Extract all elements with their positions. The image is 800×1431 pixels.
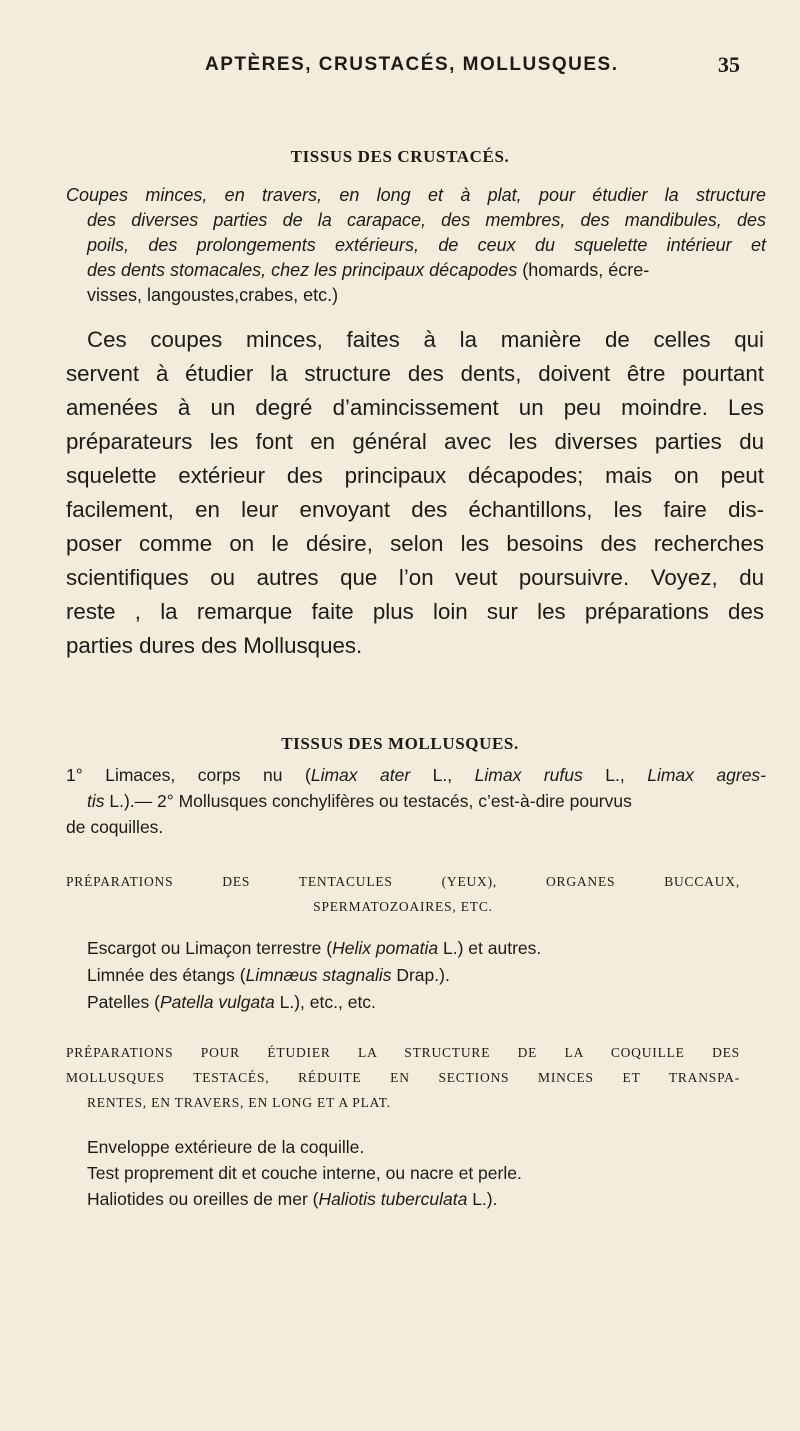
list-item: Enveloppe extérieure de la coquille.	[87, 1137, 365, 1157]
paragraph-line: servent à étudier la structure des dents, doivent être pourtant	[66, 361, 764, 386]
paragraph-line: squelette extérieur des principaux décapodes; mais on peut	[66, 463, 764, 488]
list-item: Limnée des étangs (Limnæus stagnalis Drap.).	[87, 965, 450, 985]
section-heading-crustaces: TISSUS DES CRUSTACÉS.	[290, 147, 510, 166]
intro-line: Coupes minces, en travers, en long et à plat, pour étudier la structure	[66, 185, 766, 205]
running-header	[0, 54, 800, 84]
paragraph-line: facilement, en leur envoyant des échantillons, les faire dis-	[66, 497, 764, 522]
item-line: tis L.).— 2° Mollusques conchylifères ou testacés, c’est-à-dire pourvus	[87, 791, 632, 811]
list-item: Haliotides ou oreilles de mer (Haliotis tuberculata L.).	[87, 1189, 498, 1209]
paragraph-line: amenées à un degré d’amincissement un peu moindre. Les	[66, 395, 764, 420]
paragraph-line: reste , la remarque faite plus loin sur les préparations des	[66, 599, 764, 624]
page-number: 35	[718, 52, 740, 77]
subheading-coquille: PRÉPARATIONS POUR ÉTUDIER LA STRUCTURE DE LA COQUILLE DES MOLLUSQUES TESTACÉS, RÉDUITE EN SECTIONS MINCES ET TRANSPA- RENTES, EN TRAVERS, EN LONG ET A PLAT.	[66, 1045, 740, 1110]
item-line: de coquilles.	[66, 817, 164, 837]
paragraph-line: poser comme on le désire, selon les besoins des recherches	[66, 531, 764, 556]
intro-line: poils, des prolongements extérieurs, de ceux du squelette intérieur et	[87, 235, 766, 255]
running-title: APTÈRES, CRUSTACÉS, MOLLUSQUES.	[205, 54, 619, 75]
subheading-tentacules: PRÉPARATIONS DES TENTACULES (YEUX), ORGANES BUCCAUX, SPERMATOZOAIRES, ETC.	[66, 874, 740, 914]
paragraph-line: préparateurs les font en général avec les diverses parties du	[66, 429, 764, 454]
item-line: 1° Limaces, corps nu (Limax ater L., Limax rufus L., Limax agres-	[66, 765, 767, 785]
intro-line: des diverses parties de la carapace, des membres, des mandibules, des	[87, 210, 766, 230]
paragraph-line: Ces coupes minces, faites à la manière de celles qui	[87, 327, 764, 352]
intro-line: des dents stomacales, chez les principaux décapodes (homards, écre-	[87, 260, 650, 280]
list-item: Escargot ou Limaçon terrestre (Helix pomatia L.) et autres.	[87, 938, 542, 958]
list-item: Test proprement dit et couche interne, ou nacre et perle.	[87, 1163, 522, 1183]
paragraph-line: parties dures des Mollusques.	[66, 633, 363, 658]
list-item: Patelles (Patella vulgata L.), etc., etc.	[87, 992, 376, 1012]
section-heading-mollusques: TISSUS DES MOLLUSQUES.	[281, 734, 519, 753]
paragraph-line: scientifiques ou autres que l’on veut poursuivre. Voyez, du	[66, 565, 764, 590]
intro-line: visses, langoustes,crabes, etc.)	[87, 285, 339, 305]
